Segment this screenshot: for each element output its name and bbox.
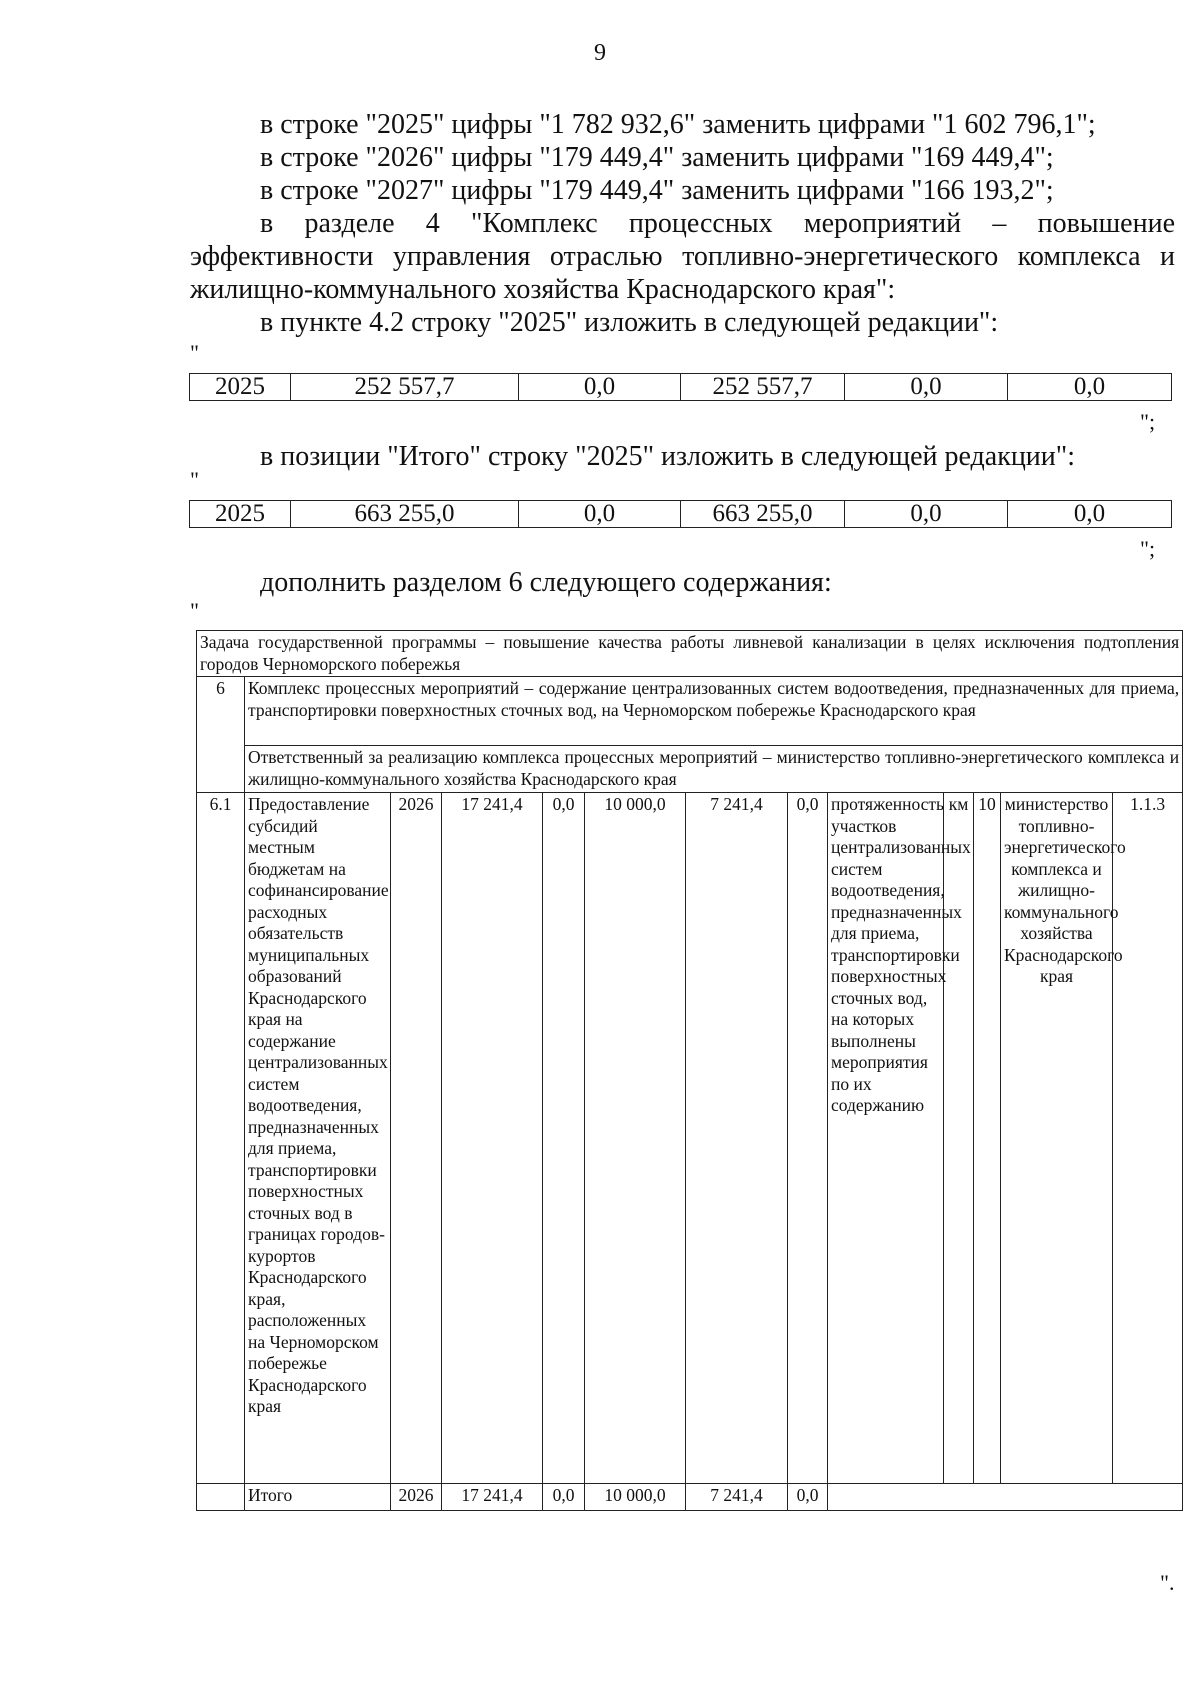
item42-paragraph: в пункте 4.2 строку "2025" изложить в следующей редакции": — [260, 307, 999, 338]
section-number: 6 — [197, 677, 245, 793]
open-quote-2: " — [190, 467, 199, 492]
task-cell: Задача государственной программы – повышение качества работы ливневой канализации в целях исключения подтопления городов Черноморского побережья — [197, 631, 1183, 677]
table-itogo-year: 2026 — [391, 1484, 442, 1511]
row42-fed: 0,0 — [519, 374, 681, 401]
intro-line-2: в строке "2026" цифры "179 449,4" заменить цифрами "169 449,4"; — [260, 142, 1054, 173]
row61-indicator: протяженность участков централизованных систем водоотведения, предназначенных для приема, транспортировки поверхностных сточных вод, на которых выполнены мероприятия по их содержанию — [828, 793, 944, 1484]
row42-other: 0,0 — [1008, 374, 1172, 401]
table-itogo-empty — [828, 1484, 1183, 1511]
section6-table — [196, 630, 1183, 1511]
itogo-reg: 663 255,0 — [681, 501, 845, 528]
itogo-other: 0,0 — [1008, 501, 1172, 528]
intro-line-1: в строке "2025" цифры "1 782 932,6" заменить цифрами "1 602 796,1"; — [260, 109, 1096, 140]
table-itogo-mun: 7 241,4 — [686, 1484, 788, 1511]
row61-reg: 10 000,0 — [585, 793, 686, 1484]
table-row — [197, 746, 1183, 793]
table-itogo-fed: 0,0 — [543, 1484, 585, 1511]
row61-executor: министерство топливно-энергетического комплекса и жилищно-коммунального хозяйства Краснодарского края — [1001, 793, 1113, 1484]
itogo-paragraph: в позиции "Итого" строку "2025" изложить в следующей редакции": — [260, 441, 1075, 472]
close-quote-2: "; — [1140, 536, 1156, 561]
itogo-total: 663 255,0 — [291, 501, 519, 528]
close-quote-final: ". — [1160, 1570, 1175, 1595]
table-row — [190, 374, 1172, 401]
itogo-year: 2025 — [190, 501, 291, 528]
row42-year: 2025 — [190, 374, 291, 401]
row61-mun: 7 241,4 — [686, 793, 788, 1484]
row61-fed: 0,0 — [543, 793, 585, 1484]
row61-unit: км — [944, 793, 974, 1484]
row42-total: 252 557,7 — [291, 374, 519, 401]
row61-total: 17 241,4 — [442, 793, 543, 1484]
table-itogo-total: 17 241,4 — [442, 1484, 543, 1511]
table-row — [190, 501, 1172, 528]
table-itogo-other: 0,0 — [788, 1484, 828, 1511]
row61-ref: 1.1.3 — [1113, 793, 1183, 1484]
row61-number: 6.1 — [197, 793, 245, 1484]
table-itogo-label: Итого — [245, 1484, 391, 1511]
row61-name: Предоставление субсидий местным бюджетам на софинансирование расходных обязательств муниципальных образований Краснодарского края на содержание централизованных систем водоотведения, предназначенных для приема, транспортировки поверхностных сточных вод в границах городов-курортов Краснодарского края, расположенных на Черноморском побережье Краснодарского края — [245, 793, 391, 1484]
itogo-mun: 0,0 — [845, 501, 1008, 528]
responsible-cell: Ответственный за реализацию комплекса процессных мероприятий – министерство топливно-энергетического комплекса и жилищно-коммунального хозяйства Краснодарского края — [245, 746, 1183, 793]
row42-mun: 0,0 — [845, 374, 1008, 401]
table-row — [197, 677, 1183, 746]
intro-line-3: в строке "2027" цифры "179 449,4" заменить цифрами "166 193,2"; — [260, 175, 1054, 206]
row-42-table — [189, 373, 1172, 401]
add-section-paragraph: дополнить разделом 6 следующего содержания: — [260, 567, 832, 598]
row-itogo-table — [189, 500, 1172, 528]
row61-other: 0,0 — [788, 793, 828, 1484]
section4-paragraph: в разделе 4 "Комплекс процессных мероприятий – повышение эффективности управления отраслью топливно-энергетического комплекса и жилищно-коммунального хозяйства Краснодарского края": — [190, 208, 1175, 305]
page-number: 9 — [594, 40, 606, 66]
table-itogo-reg: 10 000,0 — [585, 1484, 686, 1511]
table-row — [197, 631, 1183, 677]
close-quote-1: "; — [1140, 409, 1156, 434]
row61-value: 10 — [974, 793, 1001, 1484]
table-row — [197, 1484, 1183, 1511]
row42-reg: 252 557,7 — [681, 374, 845, 401]
complex-cell: Комплекс процессных мероприятий – содержание централизованных систем водоотведения, предназначенных для приема, транспортировки поверхностных сточных вод, на Черноморском побережье Краснодарского края — [245, 677, 1183, 746]
open-quote-3: " — [190, 598, 199, 623]
row61-year: 2026 — [391, 793, 442, 1484]
open-quote-1: " — [190, 340, 199, 365]
table-row — [197, 793, 1183, 1484]
itogo-fed: 0,0 — [519, 501, 681, 528]
itogo-empty-num — [197, 1484, 245, 1511]
